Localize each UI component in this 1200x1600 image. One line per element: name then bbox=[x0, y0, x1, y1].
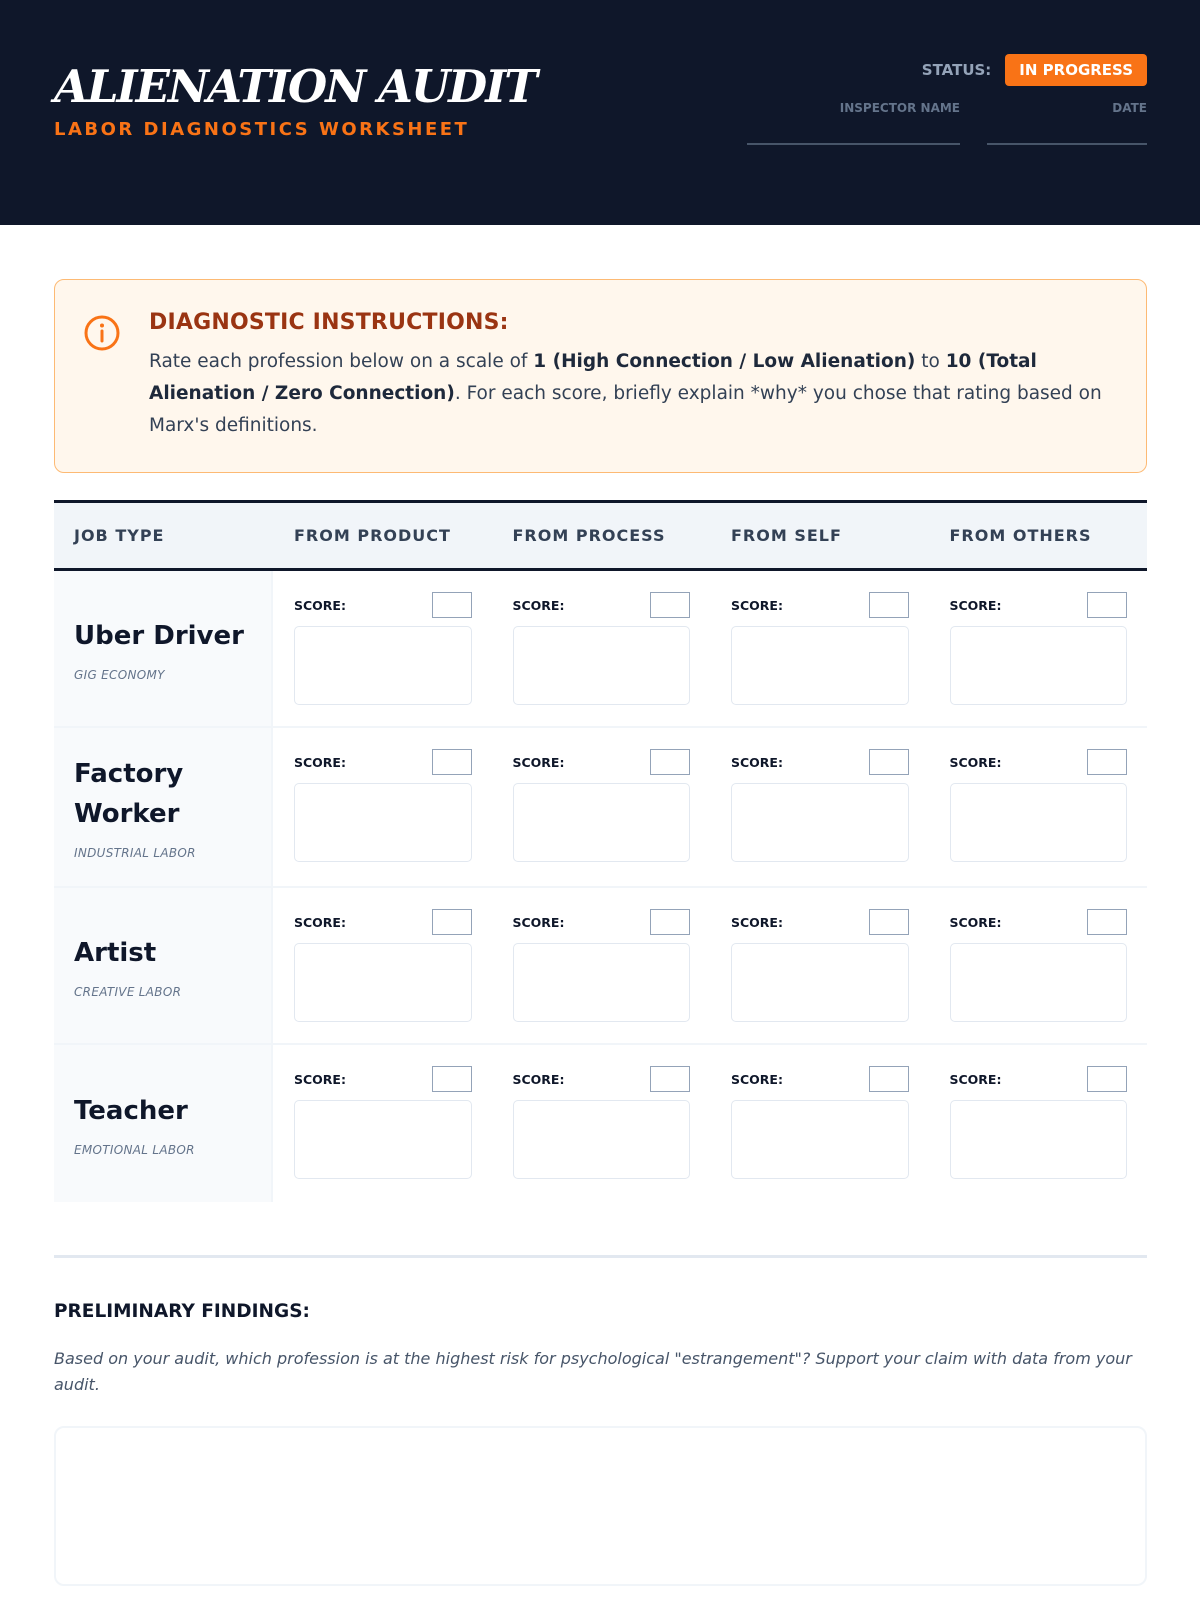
job-category: GIG ECONOMY bbox=[74, 667, 165, 682]
table-row bbox=[54, 888, 1147, 1045]
table-row bbox=[54, 728, 1147, 888]
section-divider bbox=[54, 1255, 1147, 1258]
instructions-text-part: to bbox=[915, 351, 946, 372]
score-input[interactable] bbox=[650, 909, 690, 935]
score-label: SCORE: bbox=[294, 915, 346, 930]
from-others-cell bbox=[929, 571, 1148, 726]
table-row bbox=[54, 1045, 1147, 1202]
inspector-name-field[interactable] bbox=[747, 143, 960, 145]
explanation-input[interactable] bbox=[950, 626, 1128, 705]
score-input[interactable] bbox=[869, 1066, 909, 1092]
column-header-from-product: FROM PRODUCT bbox=[294, 526, 451, 545]
column-header-from-process: FROM PROCESS bbox=[512, 526, 666, 545]
findings-answer-box[interactable] bbox=[54, 1426, 1147, 1586]
explanation-input[interactable] bbox=[950, 943, 1128, 1022]
from-others-cell bbox=[929, 1045, 1148, 1202]
job-category: CREATIVE LABOR bbox=[74, 984, 182, 999]
score-input[interactable] bbox=[1087, 1066, 1127, 1092]
job-type-cell bbox=[54, 1045, 273, 1202]
score-label: SCORE: bbox=[731, 915, 783, 930]
explanation-input[interactable] bbox=[294, 626, 472, 705]
score-input[interactable] bbox=[432, 909, 472, 935]
explanation-input[interactable] bbox=[731, 1100, 909, 1179]
status-badge: IN PROGRESS bbox=[1005, 54, 1147, 86]
explanation-input[interactable] bbox=[950, 783, 1128, 862]
from-self-cell bbox=[710, 571, 929, 726]
from-self-cell bbox=[710, 888, 929, 1043]
findings-title: PRELIMINARY FINDINGS: bbox=[54, 1301, 310, 1322]
score-input[interactable] bbox=[1087, 909, 1127, 935]
score-label: SCORE: bbox=[512, 755, 565, 770]
from-product-cell bbox=[273, 1045, 492, 1202]
column-header-from-others: FROM OTHERS bbox=[949, 526, 1092, 545]
findings-prompt: Based on your audit, which profession is at the highest risk for psychological "estrangement"? Support your claim with data from your audit. bbox=[54, 1349, 1132, 1394]
score-label: SCORE: bbox=[512, 1072, 565, 1087]
date-field[interactable] bbox=[987, 143, 1147, 145]
score-label: SCORE: bbox=[294, 598, 346, 613]
page-subtitle: LABOR DIAGNOSTICS WORKSHEET bbox=[54, 119, 470, 140]
info-circle-icon bbox=[83, 314, 121, 352]
from-process-cell bbox=[492, 728, 711, 886]
job-name: Factory Worker bbox=[74, 759, 184, 829]
score-label: SCORE: bbox=[294, 755, 346, 770]
explanation-input[interactable] bbox=[294, 783, 472, 862]
job-type-cell bbox=[54, 728, 273, 886]
explanation-input[interactable] bbox=[513, 943, 691, 1022]
from-others-cell bbox=[929, 728, 1148, 886]
score-label: SCORE: bbox=[731, 755, 783, 770]
job-name: Teacher bbox=[74, 1095, 188, 1126]
inspector-name-label: INSPECTOR NAME bbox=[839, 101, 960, 115]
score-label: SCORE: bbox=[512, 915, 565, 930]
from-self-cell bbox=[710, 1045, 929, 1202]
job-type-cell bbox=[54, 571, 273, 726]
explanation-input[interactable] bbox=[513, 783, 691, 862]
score-label: SCORE: bbox=[731, 1072, 783, 1087]
score-input[interactable] bbox=[432, 592, 472, 618]
instructions-text-part: Rate each profession below on a scale of bbox=[149, 351, 534, 372]
score-input[interactable] bbox=[869, 592, 909, 618]
score-label: SCORE: bbox=[949, 1072, 1002, 1087]
table-header-row bbox=[54, 503, 1147, 571]
job-category: INDUSTRIAL LABOR bbox=[74, 846, 196, 860]
score-input[interactable] bbox=[869, 749, 909, 775]
score-label: SCORE: bbox=[949, 915, 1002, 930]
score-label: SCORE: bbox=[294, 1072, 346, 1087]
score-input[interactable] bbox=[1087, 592, 1127, 618]
score-label: SCORE: bbox=[512, 598, 565, 613]
score-label: SCORE: bbox=[949, 755, 1002, 770]
score-input[interactable] bbox=[869, 909, 909, 935]
score-input[interactable] bbox=[432, 1066, 472, 1092]
instructions-scale-high: 10 (Total Alienation / Zero Connection) bbox=[149, 351, 1037, 404]
score-input[interactable] bbox=[432, 749, 472, 775]
explanation-input[interactable] bbox=[513, 1100, 691, 1179]
explanation-input[interactable] bbox=[950, 1100, 1128, 1179]
job-name: Uber Driver bbox=[74, 620, 244, 651]
score-label: SCORE: bbox=[731, 598, 783, 613]
instructions-scale-low: 1 (High Connection / Low Alienation) bbox=[533, 351, 916, 372]
explanation-input[interactable] bbox=[294, 1100, 472, 1179]
instructions-callout bbox=[54, 279, 1147, 473]
score-input[interactable] bbox=[650, 749, 690, 775]
explanation-input[interactable] bbox=[294, 943, 472, 1022]
status-label: STATUS: bbox=[921, 61, 992, 79]
instructions-text bbox=[149, 346, 1119, 442]
status-row bbox=[922, 54, 1147, 86]
from-others-cell bbox=[929, 888, 1148, 1043]
page-title: ALIENATION AUDIT bbox=[54, 60, 536, 113]
from-process-cell bbox=[492, 571, 711, 726]
score-input[interactable] bbox=[650, 1066, 690, 1092]
explanation-input[interactable] bbox=[731, 783, 909, 862]
date-label: DATE bbox=[1112, 101, 1147, 115]
from-process-cell bbox=[492, 1045, 711, 1202]
score-input[interactable] bbox=[650, 592, 690, 618]
from-process-cell bbox=[492, 888, 711, 1043]
table-row bbox=[54, 571, 1147, 728]
job-name: Artist bbox=[74, 937, 157, 968]
explanation-input[interactable] bbox=[731, 943, 909, 1022]
instructions-text-part: . For each score, briefly explain *why* you chose that rating based on Marx's definitions. bbox=[149, 383, 1102, 436]
column-header-from-self: FROM SELF bbox=[731, 526, 842, 545]
from-product-cell bbox=[273, 571, 492, 726]
explanation-input[interactable] bbox=[513, 626, 691, 705]
instructions-title: DIAGNOSTIC INSTRUCTIONS: bbox=[149, 310, 509, 335]
score-input[interactable] bbox=[1087, 749, 1127, 775]
column-header-job-type: JOB TYPE bbox=[74, 526, 165, 545]
audit-table bbox=[54, 500, 1147, 1202]
from-product-cell bbox=[273, 888, 492, 1043]
explanation-input[interactable] bbox=[731, 626, 909, 705]
from-self-cell bbox=[710, 728, 929, 886]
score-label: SCORE: bbox=[949, 598, 1002, 613]
job-type-cell bbox=[54, 888, 273, 1043]
job-category: EMOTIONAL LABOR bbox=[74, 1142, 195, 1157]
from-product-cell bbox=[273, 728, 492, 886]
worksheet-header bbox=[0, 0, 1200, 225]
